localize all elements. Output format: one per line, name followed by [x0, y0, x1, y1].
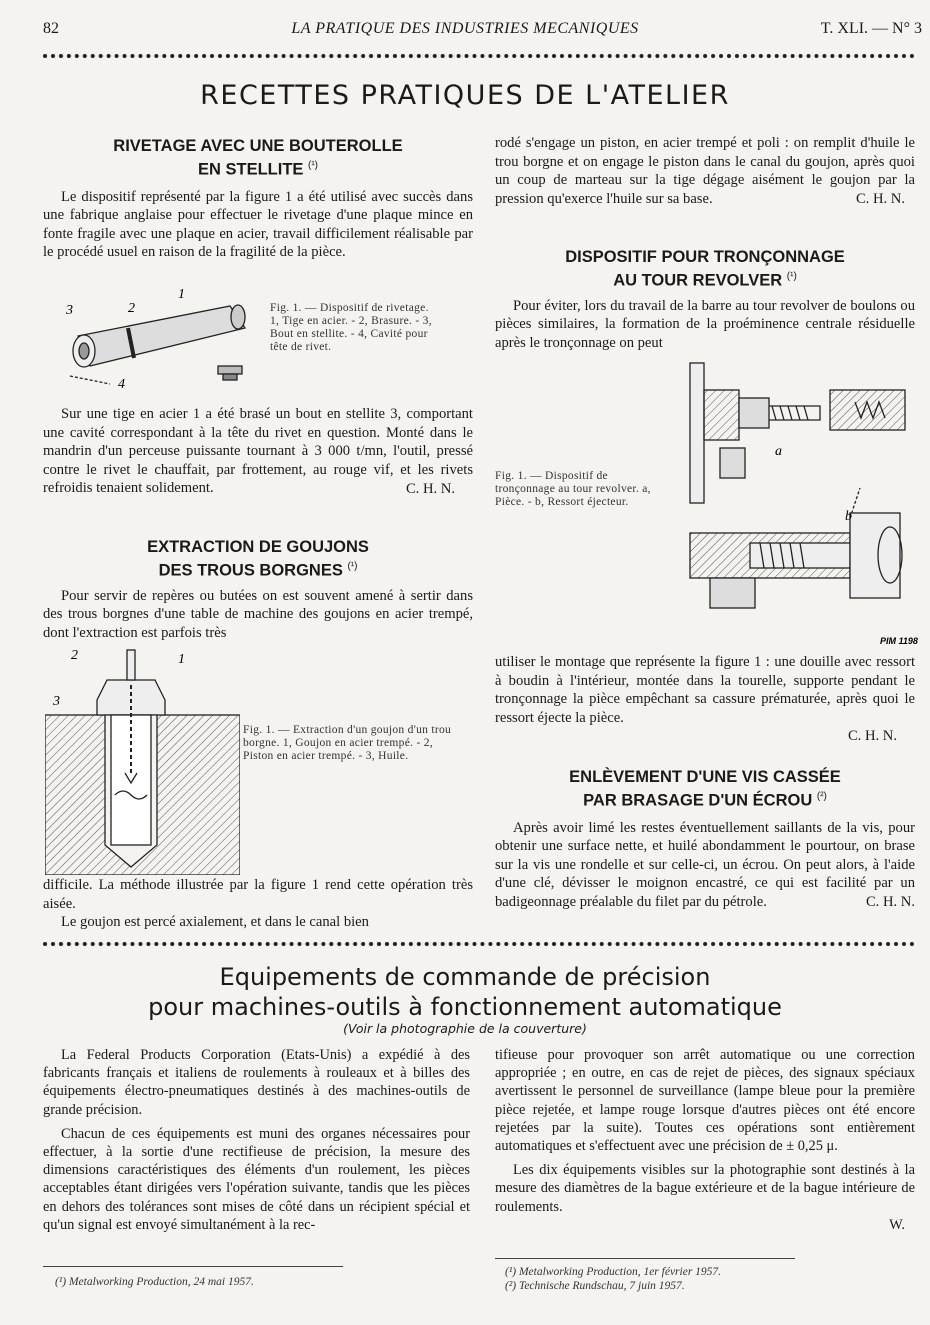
riveting-figure [60, 288, 265, 393]
parting-article [495, 248, 915, 352]
parting-para2: utiliser le montage que représente la figure 1 : une douille avec ressort à boudin à l'intérieur, montée dans la tourelle, supporte pendant le tronçonnage la pièce empêchant sa cassure prématurée, après quoi le ressort éjecte la pièce. [495, 654, 915, 726]
riveting-fig-label-4: 4 [118, 377, 125, 392]
extraction-title [43, 538, 473, 581]
section-divider [43, 942, 915, 946]
footnote-right-1: (¹) Metalworking Production, 1er février 1957. [505, 1266, 722, 1278]
parting-title-line2: AU TOUR REVOLVER [613, 271, 783, 290]
equipment-para3: tifieuse pour provoquer son arrêt automatique ou une correction appropriée ; en outre, en cas de rejet de pièces, des signaux spéciaux avertissent le personnel de surveillance (lampe bleue pour la première pièce rejetée, et lampe rouge lorsque d'autres pièces ont été encore rejetées par la suite). Toutes ces opérations sont entièrement automatiques et s'effectuent avec une précision de ± 0,25 μ. [495, 1047, 915, 1155]
broken-screw-footnote-ref: (²) [816, 791, 827, 802]
extraction-para3: Le goujon est percé axialement, et dans le canal bien [61, 914, 369, 931]
volume-number: T. XLI. — N° 3 [820, 20, 922, 37]
extraction-signature: C. H. N. [855, 191, 905, 208]
extraction-title-line1: EXTRACTION DE GOUJONS [147, 538, 369, 556]
riveting-para1: Le dispositif représenté par la figure 1 a été utilisé avec succès dans une fabrique anglaise pour effectuer le rivetage d'une plaque mince en fonte fragile avec une plaque en acier, travail difficilement réalisable par le procédé usuel en raison de la fragilité de la pièce. [43, 188, 473, 261]
riveting-signature: C. H. N. [405, 480, 455, 497]
riveting-fig-label-2: 2 [128, 301, 135, 316]
extraction-article-right [495, 134, 915, 209]
broken-screw-title [495, 768, 915, 811]
parting-title [495, 248, 915, 291]
extraction-title-line2: DES TROUS BORGNES [158, 561, 343, 580]
parting-figure [680, 358, 920, 648]
riveting-title-line2: EN STELLITE [197, 160, 304, 179]
equipment-title [0, 962, 930, 1022]
parting-footnote-ref: (¹) [786, 271, 797, 282]
riveting-para2: Sur une tige en acier 1 a été brasé un bout en stellite 3, comportant une cavité correspondant à la tête du rivet en question. Monté dans le mandrin d'un perceuse puissante tournant à 3 000 t/mn, l'outil, pressé contre le rivet le chauffait, par frottement, au rouge vif, et les rivets refroidis tenaient solidement. [43, 406, 473, 497]
riveting-fig-label-1: 1 [178, 288, 185, 302]
extraction-article-cont [43, 876, 473, 932]
footnote-left: (¹) Metalworking Production, 24 mai 1957. [55, 1276, 254, 1288]
equipment-col-right [495, 1046, 915, 1234]
extraction-fig-label-3: 3 [53, 694, 60, 709]
parting-title-line1: DISPOSITIF POUR TRONÇONNAGE [565, 248, 845, 266]
journal-title: LA PRATIQUE DES INDUSTRIES MECANIQUES [291, 20, 639, 37]
extraction-figure [45, 645, 240, 875]
extraction-footnote-ref: (¹) [347, 561, 358, 572]
parting-signature: C. H. N. [847, 728, 897, 745]
extraction-fig-label-2: 2 [71, 648, 78, 663]
footnote-rule-left [43, 1266, 343, 1267]
parting-fig-caption: Fig. 1. — Dispositif de tronçonnage au tour revolver. a, Pièce. - b, Ressort éjecteur. [495, 470, 651, 508]
riveting-title-line1: RIVETAGE AVEC UNE BOUTEROLLE [113, 137, 403, 155]
parting-fig-ref: PIM 1198 [880, 636, 918, 646]
extraction-fig-label-1: 1 [178, 652, 185, 667]
broken-screw-title-line2: PAR BRASAGE D'UN ÉCROU [583, 791, 813, 810]
broken-screw-signature: C. H. N. [865, 894, 915, 911]
footnote-rule-right [495, 1258, 795, 1259]
equipment-title-line2: pour machines-outils à fonctionnement automatique [148, 993, 782, 1021]
extraction-para2: difficile. La méthode illustrée par la figure 1 rend cette opération très aisée. [43, 877, 473, 912]
equipment-title-line1: Equipements de commande de précision [219, 963, 711, 991]
extraction-para4: rodé s'engage un piston, en acier trempé et poli : on remplit d'huile le trou borgne et on engage le piston dans le canal du goujon, après quoi un coup de marteau sur la tige dégage aisément le goujon par la pression qu'exerce l'huile sur sa base. [495, 135, 915, 207]
riveting-article-cont [43, 405, 473, 499]
equipment-para2: Chacun de ces équipements est muni des organes nécessaires pour effectuer, à la sortie d'une rectifieuse de précision, la mesure des dimensions caractéristiques des éléments d'un roulement, les pièces acceptables étant dirigées vers l'opération suivante, tandis que les pièces en dehors des tolérances sont mises de côté dans un récipient spécial et qu'un signal est envoyé simultanément à la rec- [43, 1125, 470, 1233]
equipment-col-left [43, 1046, 470, 1234]
parting-para1: Pour éviter, lors du travail de la barre au tour revolver de boulons ou pièces similaires, la formation de la proéminence centrale résiduelle après le tronçonnage on peut [495, 297, 915, 351]
page-number: 82 [43, 20, 59, 37]
extraction-article [43, 538, 473, 642]
equipment-signature: W. [889, 1216, 905, 1233]
broken-screw-para1: Après avoir limé les restes éventuellement saillants de la vis, pour obtenir une surface nette, et huilé abondamment le pourtour, on brase sur la vis une rondelle et sur celle-ci, un écrou. On peut alors, à l'aide d'une clé, dévisser le moignon encastré, ce qui est facilité par un badigeonnage préalable du filet par du pétrole. [495, 819, 915, 910]
parting-article-cont [495, 653, 915, 746]
section-title: RECETTES PRATIQUES DE L'ATELIER [200, 80, 730, 111]
extraction-para1: Pour servir de repères ou butées on est souvent amené à sertir dans des trous borgnes d'une table de machine des goujons en acier trempé, dont l'extraction est parfois très [43, 587, 473, 641]
footnote-right-2: (²) Technische Rundschau, 7 juin 1957. [505, 1280, 685, 1292]
broken-screw-title-line1: ENLÈVEMENT D'UNE VIS CASSÉE [569, 768, 841, 786]
equipment-para4: Les dix équipements visibles sur la photographie sont destinés à la mesure des diamètres de la bague extérieure et de la bague intérieure de roulements. [495, 1162, 915, 1215]
header-rule [43, 54, 915, 58]
parting-fig-label-a: a [775, 444, 782, 459]
riveting-fig-caption: Fig. 1. — Dispositif de rivetage. 1, Tige en acier. - 2, Brasure. - 3, Bout en stellite. - 4, Cavité pour tête de rivet. [270, 302, 432, 353]
riveting-fig-label-3: 3 [66, 303, 73, 318]
parting-fig-label-b: b [845, 509, 852, 524]
equipment-para1: La Federal Products Corporation (Etats-Unis) a expédié à des fabricants français et italiens de roulements à rouleaux et à billes des équipements électro-pneumatiques destinés à des machines-outils de grande précision. [43, 1047, 470, 1118]
equipment-subtitle: (Voir la photographie de la couverture) [343, 1021, 587, 1036]
riveting-article [43, 137, 473, 262]
riveting-title [43, 137, 473, 180]
broken-screw-article [495, 768, 915, 912]
extraction-fig-caption: Fig. 1. — Extraction d'un goujon d'un trou borgne. 1, Goujon en acier trempé. - 2, Piston en acier trempé. - 3, Huile. [243, 724, 452, 762]
riveting-footnote-ref: (¹) [308, 160, 318, 171]
